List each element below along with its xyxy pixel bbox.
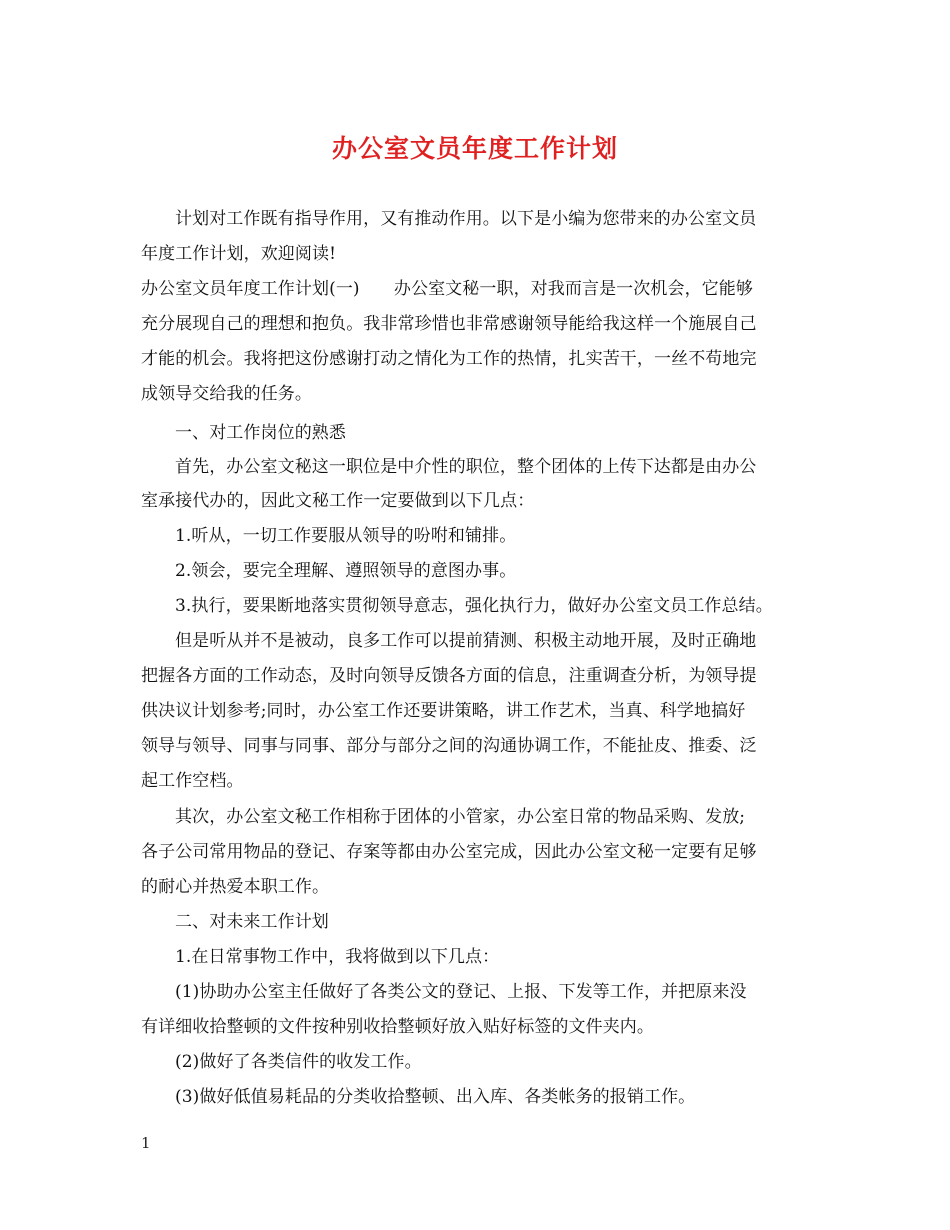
- list-item: 2.领会，要完全理解、遵照领导的意图办事。: [175, 561, 517, 581]
- paragraph-line: 首先，办公室文秘这一职位是中介性的职位，整个团体的上传下达都是由办公: [175, 457, 757, 477]
- paragraph-line: 年度工作计划，欢迎阅读!: [141, 244, 337, 264]
- paragraph-line: 起工作空档。: [141, 771, 244, 791]
- paragraph-line: 领导与领导、同事与同事、部分与部分之间的沟通协调工作，不能扯皮、推委、泛: [141, 736, 757, 756]
- paragraph-line: 室承接代办的，因此文秘工作一定要做到以下几点：: [141, 491, 535, 511]
- paragraph-line: 各子公司常用物品的登记、存案等都由办公室完成，因此办公室文秘一定要有足够: [141, 842, 757, 862]
- list-item: 3.执行，要果断地落实贯彻领导意志，强化执行力，做好办公室文员工作总结。: [175, 596, 773, 616]
- section-heading: 二、对未来工作计划: [175, 912, 329, 932]
- paragraph-line: 其次，办公室文秘工作相称于团体的小管家，办公室日常的物品采购、发放;: [175, 807, 746, 827]
- list-item: (3)做好低值易耗品的分类收拾整顿、出入库、各类帐务的报销工作。: [175, 1087, 696, 1107]
- paragraph-line: 才能的机会。我将把这份感谢打动之情化为工作的热情，扎实苦干，一丝不苟地完: [141, 349, 757, 369]
- paragraph-line: 供决议计划参考;同时，办公室工作还要讲策略，讲工作艺术，当真、科学地搞好: [141, 701, 746, 721]
- paragraph-line: 把握各方面的工作动态，及时向领导反馈各方面的信息，注重调查分析，为领导提: [141, 666, 757, 686]
- paragraph-line: 的耐心并热爱本职工作。: [141, 877, 330, 897]
- page-number: 1: [141, 1134, 151, 1152]
- paragraph-line: 计划对工作既有指导作用，又有推动作用。以下是小编为您带来的办公室文员: [175, 209, 757, 229]
- list-item: 1.在日常事物工作中，我将做到以下几点：: [175, 947, 500, 967]
- paragraph-line: 有详细收拾整顿的文件按种别收拾整顿好放入贴好标签的文件夹内。: [141, 1017, 654, 1037]
- section-heading: 一、对工作岗位的熟悉: [175, 423, 346, 443]
- paragraph-line: 但是听从并不是被动，良多工作可以提前猜测、积极主动地开展，及时正确地: [175, 631, 757, 651]
- paragraph-line: 办公室文员年度工作计划(一) 办公室文秘一职，对我而言是一次机会，它能够: [141, 279, 753, 299]
- list-item: (1)协助办公室主任做好了各类公文的登记、上报、下发等工作，并把原来没: [175, 982, 747, 1002]
- paragraph-line: 充分展现自己的理想和抱负。我非常珍惜也非常感谢领导能给我这样一个施展自己: [141, 314, 757, 334]
- page-title: 办公室文员年度工作计划: [331, 134, 618, 163]
- paragraph-line: 成领导交给我的任务。: [141, 384, 312, 404]
- list-item: 1.听从，一切工作要服从领导的吩咐和铺排。: [175, 526, 517, 546]
- list-item: (2)做好了各类信件的收发工作。: [175, 1052, 422, 1072]
